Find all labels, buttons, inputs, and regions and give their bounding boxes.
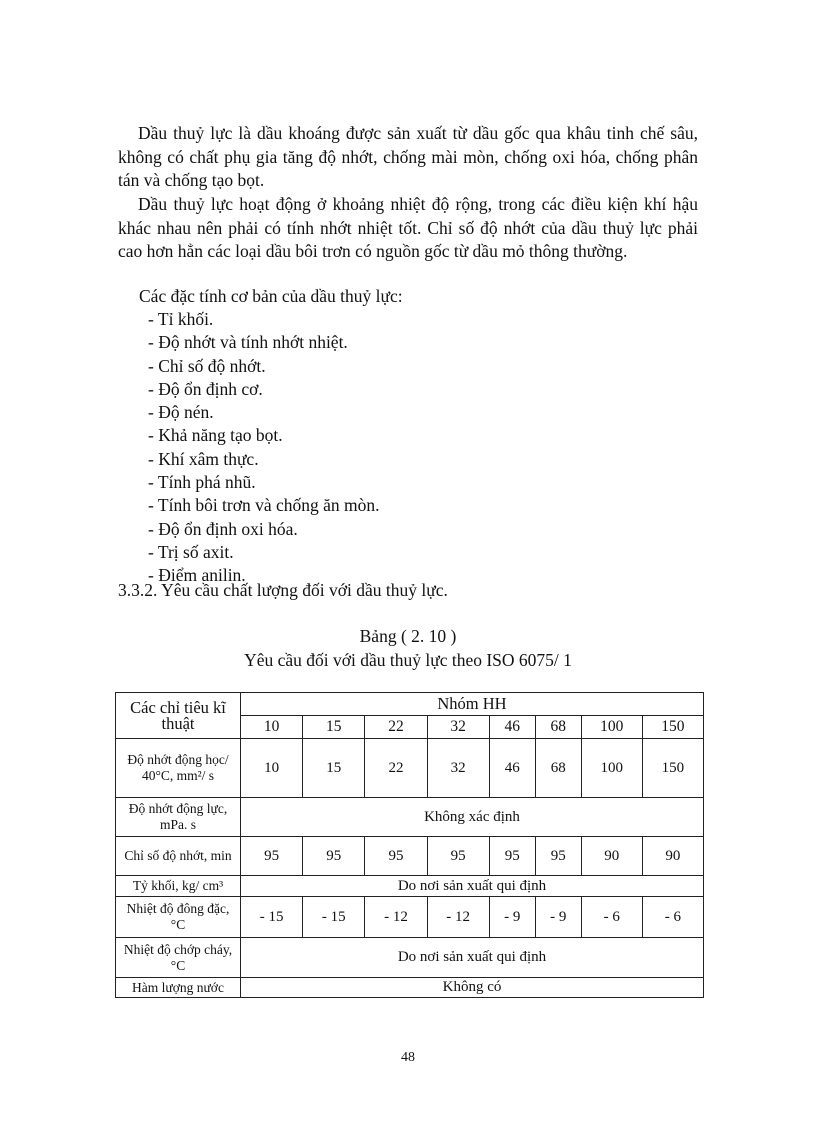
properties-intro: Các đặc tính cơ bản của dầu thuỷ lực: bbox=[139, 286, 403, 306]
merged-cell: Không xác định bbox=[241, 798, 704, 837]
table-cell: 95 bbox=[427, 837, 489, 876]
row-label: Độ nhớt động học/ 40°C, mm²/ s bbox=[116, 739, 241, 798]
grade-cell: 32 bbox=[427, 716, 489, 739]
table-cell: - 9 bbox=[489, 897, 535, 938]
table-cell: 95 bbox=[241, 837, 303, 876]
row-label: Chỉ số độ nhớt, min bbox=[116, 837, 241, 876]
table-cell: - 15 bbox=[241, 897, 303, 938]
table-row bbox=[116, 978, 704, 998]
table-row bbox=[116, 938, 704, 978]
list-item: - Chỉ số độ nhớt. bbox=[148, 355, 266, 376]
table-cell: 68 bbox=[535, 739, 581, 798]
table-cell: 150 bbox=[642, 739, 703, 798]
row-label: Tỷ khối, kg/ cm³ bbox=[116, 876, 241, 897]
list-item: - Độ ổn định oxi hóa. bbox=[148, 518, 298, 539]
list-item: - Độ ổn định cơ. bbox=[148, 378, 263, 399]
list-item: - Độ nén. bbox=[148, 402, 214, 423]
table-row bbox=[116, 739, 704, 798]
row-label: Độ nhớt động lực, mPa. s bbox=[116, 798, 241, 837]
list-item: - Tính bôi trơn và chống ăn mòn. bbox=[148, 495, 380, 516]
list-item: - Khí xâm thực. bbox=[148, 448, 259, 469]
table-cell: 95 bbox=[303, 837, 365, 876]
table-header-row bbox=[116, 693, 704, 716]
table-row bbox=[116, 798, 704, 837]
table-cell: 90 bbox=[642, 837, 703, 876]
properties-list bbox=[148, 308, 380, 588]
spec-table bbox=[115, 692, 704, 998]
grade-cell: 10 bbox=[241, 716, 303, 739]
list-item: - Trị số axit. bbox=[148, 541, 234, 562]
paragraph-viscosity-requirement: Dầu thuỷ lực hoạt động ở khoảng nhiệt độ rộng, trong các điều kiện khí hậu khác nhau nên phải có tính nhớt nhiệt tốt. Chỉ số độ nhớt của dầu thuỷ lực phải cao hơn hẳn các loại dầu bôi trơn có nguồn gốc từ dầu mỏ thông thường. bbox=[118, 194, 698, 261]
table-row bbox=[116, 876, 704, 897]
table-cell: 95 bbox=[489, 837, 535, 876]
table-caption: Bảng ( 2. 10 ) bbox=[359, 626, 457, 646]
table-cell: - 15 bbox=[303, 897, 365, 938]
table-cell: 32 bbox=[427, 739, 489, 798]
table-row bbox=[116, 837, 704, 876]
table-cell: 100 bbox=[581, 739, 642, 798]
row-label: Hàm lượng nước bbox=[116, 978, 241, 998]
table-cell: - 6 bbox=[581, 897, 642, 938]
table-row bbox=[116, 897, 704, 938]
paragraph-hydraulic-oil-definition: Dầu thuỷ lực là dầu khoáng được sản xuất từ dầu gốc qua khâu tinh chế sâu, không có chất phụ gia tăng độ nhớt, chống mài mòn, chống oxi hóa, chống phân tán và chống tạo bọt. bbox=[118, 123, 698, 190]
table-cell: 90 bbox=[581, 837, 642, 876]
table-cell: 22 bbox=[365, 739, 427, 798]
group-header: Nhóm HH bbox=[241, 693, 704, 716]
page-number: 48 bbox=[401, 1050, 415, 1065]
grade-cell: 100 bbox=[581, 716, 642, 739]
table-corner-label: Các chỉ tiêu kĩ thuật bbox=[116, 693, 241, 739]
grade-cell: 150 bbox=[642, 716, 703, 739]
list-item: - Tính phá nhũ. bbox=[148, 472, 256, 493]
table-cell: 10 bbox=[241, 739, 303, 798]
merged-cell: Không có bbox=[241, 978, 704, 998]
table-cell: 95 bbox=[365, 837, 427, 876]
table-cell: - 12 bbox=[365, 897, 427, 938]
list-item: - Độ nhớt và tính nhớt nhiệt. bbox=[148, 332, 348, 353]
table-cell: 15 bbox=[303, 739, 365, 798]
grade-cell: 46 bbox=[489, 716, 535, 739]
list-item: - Tỉ khối. bbox=[148, 309, 214, 329]
table-subtitle: Yêu cầu đối với dầu thuỷ lực theo ISO 6075/ 1 bbox=[244, 650, 572, 670]
grade-cell: 68 bbox=[535, 716, 581, 739]
list-item: - Khả năng tạo bọt. bbox=[148, 425, 283, 446]
table-cell: - 9 bbox=[535, 897, 581, 938]
merged-cell: Do nơi sản xuất qui định bbox=[241, 876, 704, 897]
list-item: - Điểm anilin. bbox=[148, 565, 246, 586]
table-cell: 46 bbox=[489, 739, 535, 798]
merged-cell: Do nơi sản xuất qui định bbox=[241, 938, 704, 978]
grade-cell: 22 bbox=[365, 716, 427, 739]
grade-cell: 15 bbox=[303, 716, 365, 739]
table-cell: - 12 bbox=[427, 897, 489, 938]
row-label: Nhiệt độ đông đặc, °C bbox=[116, 897, 241, 938]
section-heading: 3.3.2. Yêu cầu chất lượng đối với dầu thuỷ lực. bbox=[118, 580, 448, 600]
row-label: Nhiệt độ chớp cháy, °C bbox=[116, 938, 241, 978]
table-cell: - 6 bbox=[642, 897, 703, 938]
table-cell: 95 bbox=[535, 837, 581, 876]
